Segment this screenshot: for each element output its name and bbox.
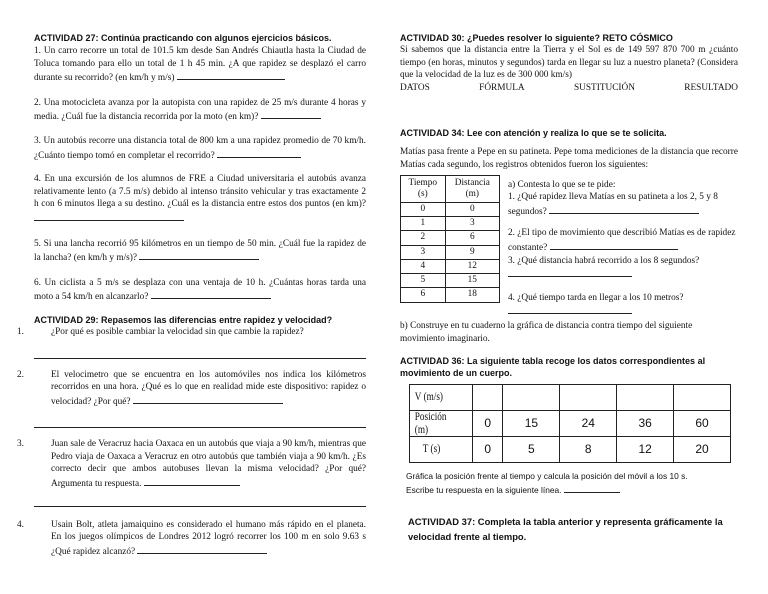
activity-36-heading: ACTIVIDAD 36: La siguiente tabla recoge los datos correspondientes al movimiento de un cuerpo. <box>400 356 706 379</box>
a36-note-2: Escribe tu respuesta en la siguiente línea. <box>406 483 738 497</box>
a34-question-4: 4. ¿Qué tiempo tarda en llegar a los 10 metros? <box>508 292 738 319</box>
left-column <box>17 32 366 558</box>
a34-question-1: 1. ¿Qué rapidez lleva Matías en su patineta a los 2, 5 y 8 segundos? <box>508 192 718 217</box>
answer-line[interactable] <box>133 394 283 404</box>
answer-line[interactable] <box>217 148 301 158</box>
a27-question-1: 1. Un carro recorre un total de 101.5 km desde San Andrés Chiautla hasta la Ciudad de Toluca tomando para ello un total de 1 h 45 min. ¿A que rapidez se desplazó el carro durante su recorrido? (en km/h y m/s) <box>34 46 366 84</box>
answer-line[interactable] <box>151 289 271 299</box>
answer-line[interactable] <box>144 476 240 486</box>
answer-line[interactable] <box>34 426 366 428</box>
answer-line[interactable] <box>34 505 366 507</box>
answer-line[interactable] <box>34 211 184 221</box>
table-row: 4 12 <box>401 259 500 273</box>
a29-question-2: 2. El velocimetro que se encuentra en los automóviles nos indica los kilómetros recorridos en una hora. ¿Qué es lo que en realidad mide este dispositivo: rapidez o velocidad? ¿Por qué? <box>17 369 366 407</box>
answer-line[interactable] <box>564 483 620 493</box>
a29-question-1: 1. ¿Por qué es posible cambiar la velocidad sin que cambie la rapidez? <box>17 326 304 337</box>
header-distancia: Distancia (m) <box>445 175 499 202</box>
a29-question-3: 3. Juan sale de Veracruz hacia Oaxaca en un autobús que viaja a 90 km/h, mientras que Pedro viaja de Oaxaca a Veracruz en otro autobús que también viaja a 90 km/h. ¿Es correcto decir que ambos autobuses llevan la misma velocidad? ¿Por qué? Argumenta tu respuesta. <box>17 439 366 490</box>
activity-37-heading: ACTIVIDAD 37: Completa la tabla anterior y representa gráficamente la velocidad frente al tiempo. <box>408 516 723 543</box>
col-sustitucion: SUSTITUCIÓN <box>573 82 635 93</box>
a34-qb: b) Construye en tu cuaderno la gráfica de distancia contra tiempo del siguiente movimiento imaginario. <box>400 320 693 344</box>
a27-question-4: 4. En una excursión de los alumnos de FRE a Ciudad universitaria el autobús avanza relativamente lento (a 7.5 m/s) debido al intenso tránsito vehicular y tras exactamente 2 h con 6 minutos llega a su destino. ¿Cuál es la distancia entre estos dos puntos (en km)? <box>34 173 366 225</box>
table-row-velocity: V (m/s) <box>410 385 731 411</box>
a36-note-1: Gráfica la posición frente al tiempo y calcula la posición del móvil a los 10 s. <box>406 471 688 482</box>
header-tiempo: Tiempo (s) <box>401 175 446 202</box>
a34-question-2: 2. ¿El tipo de movimiento que describió Matías es de rapidez constante? <box>508 228 736 253</box>
a34-question-3: 3. ¿Qué distancia habrá recorrido a los 8 segundos? <box>508 255 738 282</box>
a36-notes <box>406 470 738 496</box>
table-row: 6 18 <box>401 288 500 302</box>
answer-line[interactable] <box>137 544 267 554</box>
table-row-position: Posición (m) 0 15 24 36 60 <box>410 411 731 437</box>
a34-questions <box>508 175 738 319</box>
activity-30-heading: ACTIVIDAD 30: ¿Puedes resolver lo siguiente? RETO CÓSMICO <box>400 33 673 43</box>
a27-question-6: 6. Un ciclista a 5 m/s se desplaza con una ventaja de 10 h. ¿Cuántas horas tarda una moto a 54 km/h en alcanzarlo? <box>34 277 366 303</box>
table-row: 0 0 <box>401 202 500 216</box>
a30-columns <box>400 82 738 95</box>
answer-line[interactable] <box>550 240 678 250</box>
table-row: 1 3 <box>401 217 500 231</box>
a34-qa: a) Contesta lo que se te pide: <box>508 179 616 190</box>
table-row: 5 15 <box>401 274 500 288</box>
table-row: 3 9 <box>401 245 500 259</box>
a30-text: Si sabemos que la distancia entre la Tierra y el Sol es de 149 597 870 700 m ¿cuánto tiempo (en horas, minutos y segundos) tarda en llegar su luz a nuestro planeta? (Considera que la velocidad de la luz es de 300 000 km/s) <box>400 45 738 81</box>
a27-question-3: 3. Un autobús recorre una distancia total de 800 km a una rapidez promedio de 70 km/h. ¿Cuánto tiempo tomó en completar el recorrido? <box>34 135 366 161</box>
right-column <box>400 32 738 544</box>
col-datos: DATOS <box>400 82 430 93</box>
distance-time-table <box>400 175 500 303</box>
answer-line[interactable] <box>139 250 259 260</box>
activity-27-heading: ACTIVIDAD 27: Continúa practicando con algunos ejercicios básicos. <box>34 33 332 43</box>
a29-question-4: 4. Usain Bolt, atleta jamaiquino es considerado el humano más rápido en el planeta. En los juegos olímpicos de Londres 2012 logró recorrer los 100 m en solo 9.63 s ¿Qué rapidez alcanzó? <box>17 519 366 557</box>
col-formula: FÓRMULA <box>479 82 525 93</box>
a34-intro: Matías pasa frente a Pepe en su patineta. Pepe toma mediciones de la distancia que recorre Matías cada segundo, los registros obtenidos fueron los siguientes: <box>400 147 738 170</box>
motion-table <box>409 384 731 463</box>
table-row: 2 6 <box>401 231 500 245</box>
table-row-time: T (s) 0 5 8 12 20 <box>410 437 731 463</box>
a27-question-5: 5. Si una lancha recorrió 95 kilómetros en un tiempo de 50 min. ¿Cuál fue la rapidez de la lancha? (en km/h y m/s)? <box>34 238 366 264</box>
answer-line[interactable] <box>177 70 285 80</box>
a27-question-2: 2. Una motocicleta avanza por la autopista con una rapidez de 25 m/s durante 4 horas y media. ¿Cuál fue la distancia recorrida por la moto (en km)? <box>34 97 366 123</box>
answer-line[interactable] <box>261 109 321 119</box>
answer-line[interactable] <box>549 204 699 214</box>
col-resultado: RESULTADO <box>684 82 738 93</box>
a34-body <box>400 175 738 319</box>
answer-line[interactable] <box>508 267 632 277</box>
answer-line[interactable] <box>508 304 632 314</box>
answer-line[interactable] <box>34 357 366 359</box>
activity-34-heading: ACTIVIDAD 34: Lee con atención y realiza lo que se te solicita. <box>400 128 667 139</box>
activity-29-heading: ACTIVIDAD 29: Repasemos las diferencias entre rapidez y velocidad? <box>34 314 333 325</box>
